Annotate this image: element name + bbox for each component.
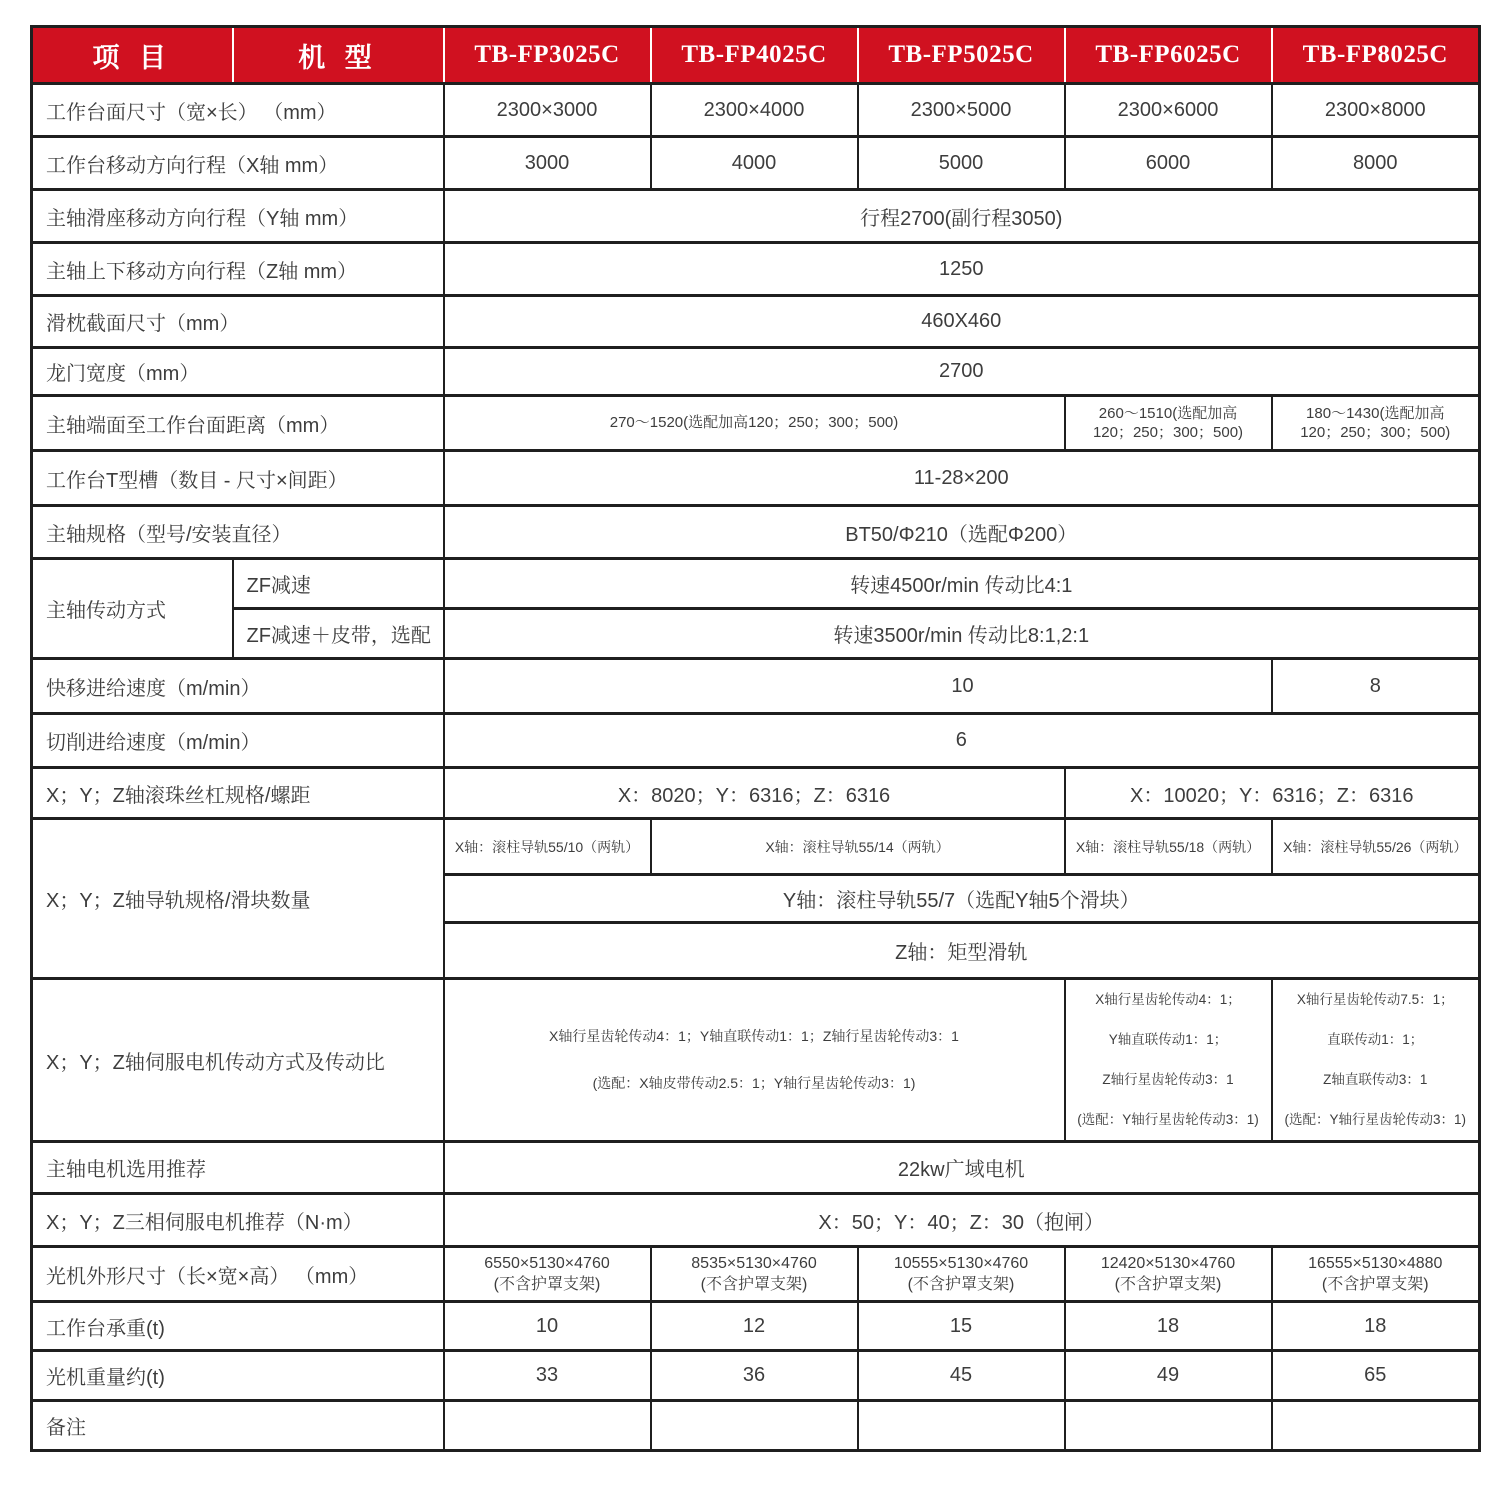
- header-model-1: TB-FP3025C: [444, 27, 651, 84]
- x-travel-m1: 3000: [444, 137, 651, 190]
- dimensions-m2-note: (不含护罩支架): [700, 1276, 808, 1293]
- row-ballscrew: [32, 768, 1480, 819]
- row-load: [32, 1302, 1480, 1351]
- servo-drive-label: X；Y；Z轴伺服电机传动方式及传动比: [32, 979, 444, 1142]
- spindle-nose-distance-m4-line1: 260～1510(选配加高: [1098, 404, 1238, 422]
- dimensions-m5-note: (不含护罩支架): [1321, 1276, 1429, 1293]
- ballscrew-m123: X：8020；Y：6316；Z：6316: [444, 768, 1065, 819]
- remark-m5: [1272, 1401, 1480, 1451]
- dimensions-m4-note: (不含护罩支架): [1114, 1276, 1222, 1293]
- weight-m1: 33: [444, 1351, 651, 1401]
- remark-label: 备注: [32, 1401, 444, 1451]
- row-spindle-spec: [32, 506, 1480, 559]
- guideway-x-m4: X轴：滚柱导轨55/18（两轨）: [1065, 819, 1272, 875]
- dimensions-m3-note: (不含护罩支架): [907, 1276, 1015, 1293]
- servo-motor-label: X；Y；Z三相伺服电机推荐（N·m）: [32, 1194, 444, 1247]
- rapid-feed-label: 快移进给速度（m/min）: [32, 659, 444, 714]
- table-size-label: 工作台面尺寸（宽×长） （mm）: [32, 84, 444, 137]
- header-model-3: TB-FP5025C: [858, 27, 1065, 84]
- row-rapid-feed: [32, 659, 1480, 714]
- spindle-nose-distance-label: 主轴端面至工作台面距离（mm）: [32, 396, 444, 451]
- spindle-drive-value2: 转速3500r/min 传动比8:1,2:1: [444, 609, 1480, 659]
- guideway-x-m23: X轴：滚柱导轨55/14（两轨）: [651, 819, 1065, 875]
- y-travel-label: 主轴滑座移动方向行程（Y轴 mm）: [32, 190, 444, 243]
- header-model-4: TB-FP6025C: [1065, 27, 1272, 84]
- servo-drive-m5-line2: 直联传动1：1；: [1327, 1032, 1424, 1047]
- remark-m1: [444, 1401, 651, 1451]
- row-cutting-feed: [32, 714, 1480, 768]
- servo-drive-m5: [1272, 979, 1480, 1142]
- header-item: 项 目: [32, 27, 233, 84]
- dimensions-m1-note: (不含护罩支架): [493, 1276, 601, 1293]
- spec-table: [30, 25, 1481, 1452]
- spindle-nose-distance-m4: [1065, 396, 1272, 451]
- load-m5: 18: [1272, 1302, 1480, 1351]
- dimensions-m2: [651, 1247, 858, 1302]
- weight-m3: 45: [858, 1351, 1065, 1401]
- spindle-nose-distance-m123: 270～1520(选配加高120；250；300；500): [444, 396, 1065, 451]
- spindle-drive-label: 主轴传动方式: [32, 559, 233, 659]
- header-model-5: TB-FP8025C: [1272, 27, 1480, 84]
- row-dimensions: [32, 1247, 1480, 1302]
- t-slots-value: 11-28×200: [444, 451, 1480, 506]
- table-size-m4: 2300×6000: [1065, 84, 1272, 137]
- servo-drive-m123-line1: X轴行星齿轮传动4：1；Y轴直联传动1：1；Z轴行星齿轮传动3：1: [549, 1028, 959, 1045]
- guideway-x-m1: X轴：滚柱导轨55/10（两轨）: [444, 819, 651, 875]
- dimensions-label: 光机外形尺寸（长×宽×高） （mm）: [32, 1247, 444, 1302]
- row-z-travel: [32, 243, 1480, 296]
- z-travel-label: 主轴上下移动方向行程（Z轴 mm）: [32, 243, 444, 296]
- row-spindle-drive-2: [32, 609, 1480, 659]
- row-remark: [32, 1401, 1480, 1451]
- dimensions-m2-size: 8535×5130×4760: [691, 1254, 817, 1272]
- row-servo-motor: [32, 1194, 1480, 1247]
- spindle-nose-distance-m4-line2: 120；250；300；500): [1092, 424, 1244, 441]
- row-table-size: [32, 84, 1480, 137]
- load-label: 工作台承重(t): [32, 1302, 444, 1351]
- spindle-nose-distance-m5-line1: 180～1430(选配加高: [1306, 404, 1445, 422]
- spindle-spec-value: BT50/Φ210（选配Φ200）: [444, 506, 1480, 559]
- spindle-drive-sub1: ZF减速: [233, 559, 444, 609]
- guideway-label: X；Y；Z轴导轨规格/滑块数量: [32, 819, 444, 979]
- remark-m3: [858, 1401, 1065, 1451]
- row-guideway-x: [32, 819, 1480, 875]
- row-spindle-nose-distance: [32, 396, 1480, 451]
- weight-m5: 65: [1272, 1351, 1480, 1401]
- weight-m2: 36: [651, 1351, 858, 1401]
- row-ram-section: [32, 296, 1480, 348]
- header-model: 机 型: [233, 27, 444, 84]
- weight-label: 光机重量约(t): [32, 1351, 444, 1401]
- weight-m4: 49: [1065, 1351, 1272, 1401]
- spindle-nose-distance-m5-line2: 120；250；300；500): [1300, 424, 1451, 441]
- dimensions-m4-size: 12420×5130×4760: [1100, 1254, 1236, 1272]
- guideway-x-m5: X轴：滚柱导轨55/26（两轨）: [1272, 819, 1480, 875]
- row-y-travel: [32, 190, 1480, 243]
- row-spindle-motor: [32, 1142, 1480, 1194]
- header-model-2: TB-FP4025C: [651, 27, 858, 84]
- row-gantry-width: [32, 348, 1480, 396]
- load-m3: 15: [858, 1302, 1065, 1351]
- ram-section-value: 460X460: [444, 296, 1480, 348]
- servo-drive-m4-line3: Z轴行星齿轮传动3：1: [1102, 1072, 1234, 1087]
- dimensions-m1: [444, 1247, 651, 1302]
- ballscrew-label: X；Y；Z轴滚珠丝杠规格/螺距: [32, 768, 444, 819]
- spindle-spec-label: 主轴规格（型号/安装直径）: [32, 506, 444, 559]
- spindle-drive-value1: 转速4500r/min 传动比4:1: [444, 559, 1480, 609]
- servo-drive-m123: [444, 979, 1065, 1142]
- cutting-feed-label: 切削进给速度（m/min）: [32, 714, 444, 768]
- servo-drive-m5-line3: Z轴直联传动3：1: [1323, 1072, 1428, 1087]
- guideway-y-all: Y轴：滚柱导轨55/7（选配Y轴5个滑块）: [444, 875, 1480, 923]
- dimensions-m3-size: 10555×5130×4760: [893, 1254, 1029, 1272]
- load-m4: 18: [1065, 1302, 1272, 1351]
- servo-drive-m123-gap: [447, 1045, 1062, 1075]
- remark-m2: [651, 1401, 858, 1451]
- load-m1: 10: [444, 1302, 651, 1351]
- servo-drive-m4: [1065, 979, 1272, 1142]
- dimensions-m5: [1272, 1247, 1480, 1302]
- y-travel-value: 行程2700(副行程3050): [444, 190, 1480, 243]
- spindle-nose-distance-m5: [1272, 396, 1480, 451]
- row-t-slots: [32, 451, 1480, 506]
- remark-m4: [1065, 1401, 1272, 1451]
- dimensions-m3: [858, 1247, 1065, 1302]
- servo-drive-m5-line1: X轴行星齿轮传动7.5：1；: [1296, 992, 1454, 1007]
- spindle-motor-label: 主轴电机选用推荐: [32, 1142, 444, 1194]
- dimensions-m1-size: 6550×5130×4760: [484, 1254, 610, 1272]
- dimensions-m5-size: 16555×5130×4880: [1308, 1254, 1443, 1272]
- x-travel-m2: 4000: [651, 137, 858, 190]
- servo-drive-m123-line2: (选配：X轴皮带传动2.5：1；Y轴行星齿轮传动3：1): [592, 1075, 916, 1091]
- z-travel-value: 1250: [444, 243, 1480, 296]
- x-travel-m3: 5000: [858, 137, 1065, 190]
- gantry-width-label: 龙门宽度（mm）: [32, 348, 444, 396]
- row-weight: [32, 1351, 1480, 1401]
- dimensions-m4: [1065, 1247, 1272, 1302]
- row-servo-drive: [32, 979, 1480, 1142]
- gantry-width-value: 2700: [444, 348, 1480, 396]
- spindle-drive-sub2: ZF减速＋皮带，选配: [233, 609, 444, 659]
- servo-drive-m5-line4: (选配：Y轴行星齿轮传动3：1): [1284, 1112, 1466, 1127]
- rapid-feed-m1234: [444, 659, 1272, 714]
- row-spindle-drive-1: [32, 559, 1480, 609]
- x-travel-m4: 6000: [1065, 137, 1272, 190]
- cutting-feed-value: 6: [444, 714, 1480, 768]
- rapid-feed-m1234-value: 10: [951, 674, 974, 697]
- x-travel-m5: 8000: [1272, 137, 1480, 190]
- t-slots-label: 工作台T型槽（数目 - 尺寸×间距）: [32, 451, 444, 506]
- servo-drive-m4-line2: Y轴直联传动1：1；: [1108, 1032, 1228, 1047]
- servo-motor-value: X：50；Y：40；Z：30（抱闸）: [444, 1194, 1480, 1247]
- table-size-m1: 2300×3000: [444, 84, 651, 137]
- ram-section-label: 滑枕截面尺寸（mm）: [32, 296, 444, 348]
- header-row: [32, 27, 1480, 84]
- servo-drive-m4-line4: (选配：Y轴行星齿轮传动3：1): [1077, 1112, 1259, 1127]
- ballscrew-m45: X：10020；Y：6316；Z：6316: [1065, 768, 1480, 819]
- x-travel-label: 工作台移动方向行程（X轴 mm）: [32, 137, 444, 190]
- table-size-m5: 2300×8000: [1272, 84, 1480, 137]
- table-size-m2: 2300×4000: [651, 84, 858, 137]
- table-size-m3: 2300×5000: [858, 84, 1065, 137]
- rapid-feed-m5: 8: [1272, 659, 1480, 714]
- load-m2: 12: [651, 1302, 858, 1351]
- servo-drive-m4-line1: X轴行星齿轮传动4：1；: [1095, 992, 1241, 1007]
- guideway-z-all: Z轴：矩型滑轨: [444, 923, 1480, 979]
- row-x-travel: [32, 137, 1480, 190]
- spindle-motor-value: 22kw广域电机: [444, 1142, 1480, 1194]
